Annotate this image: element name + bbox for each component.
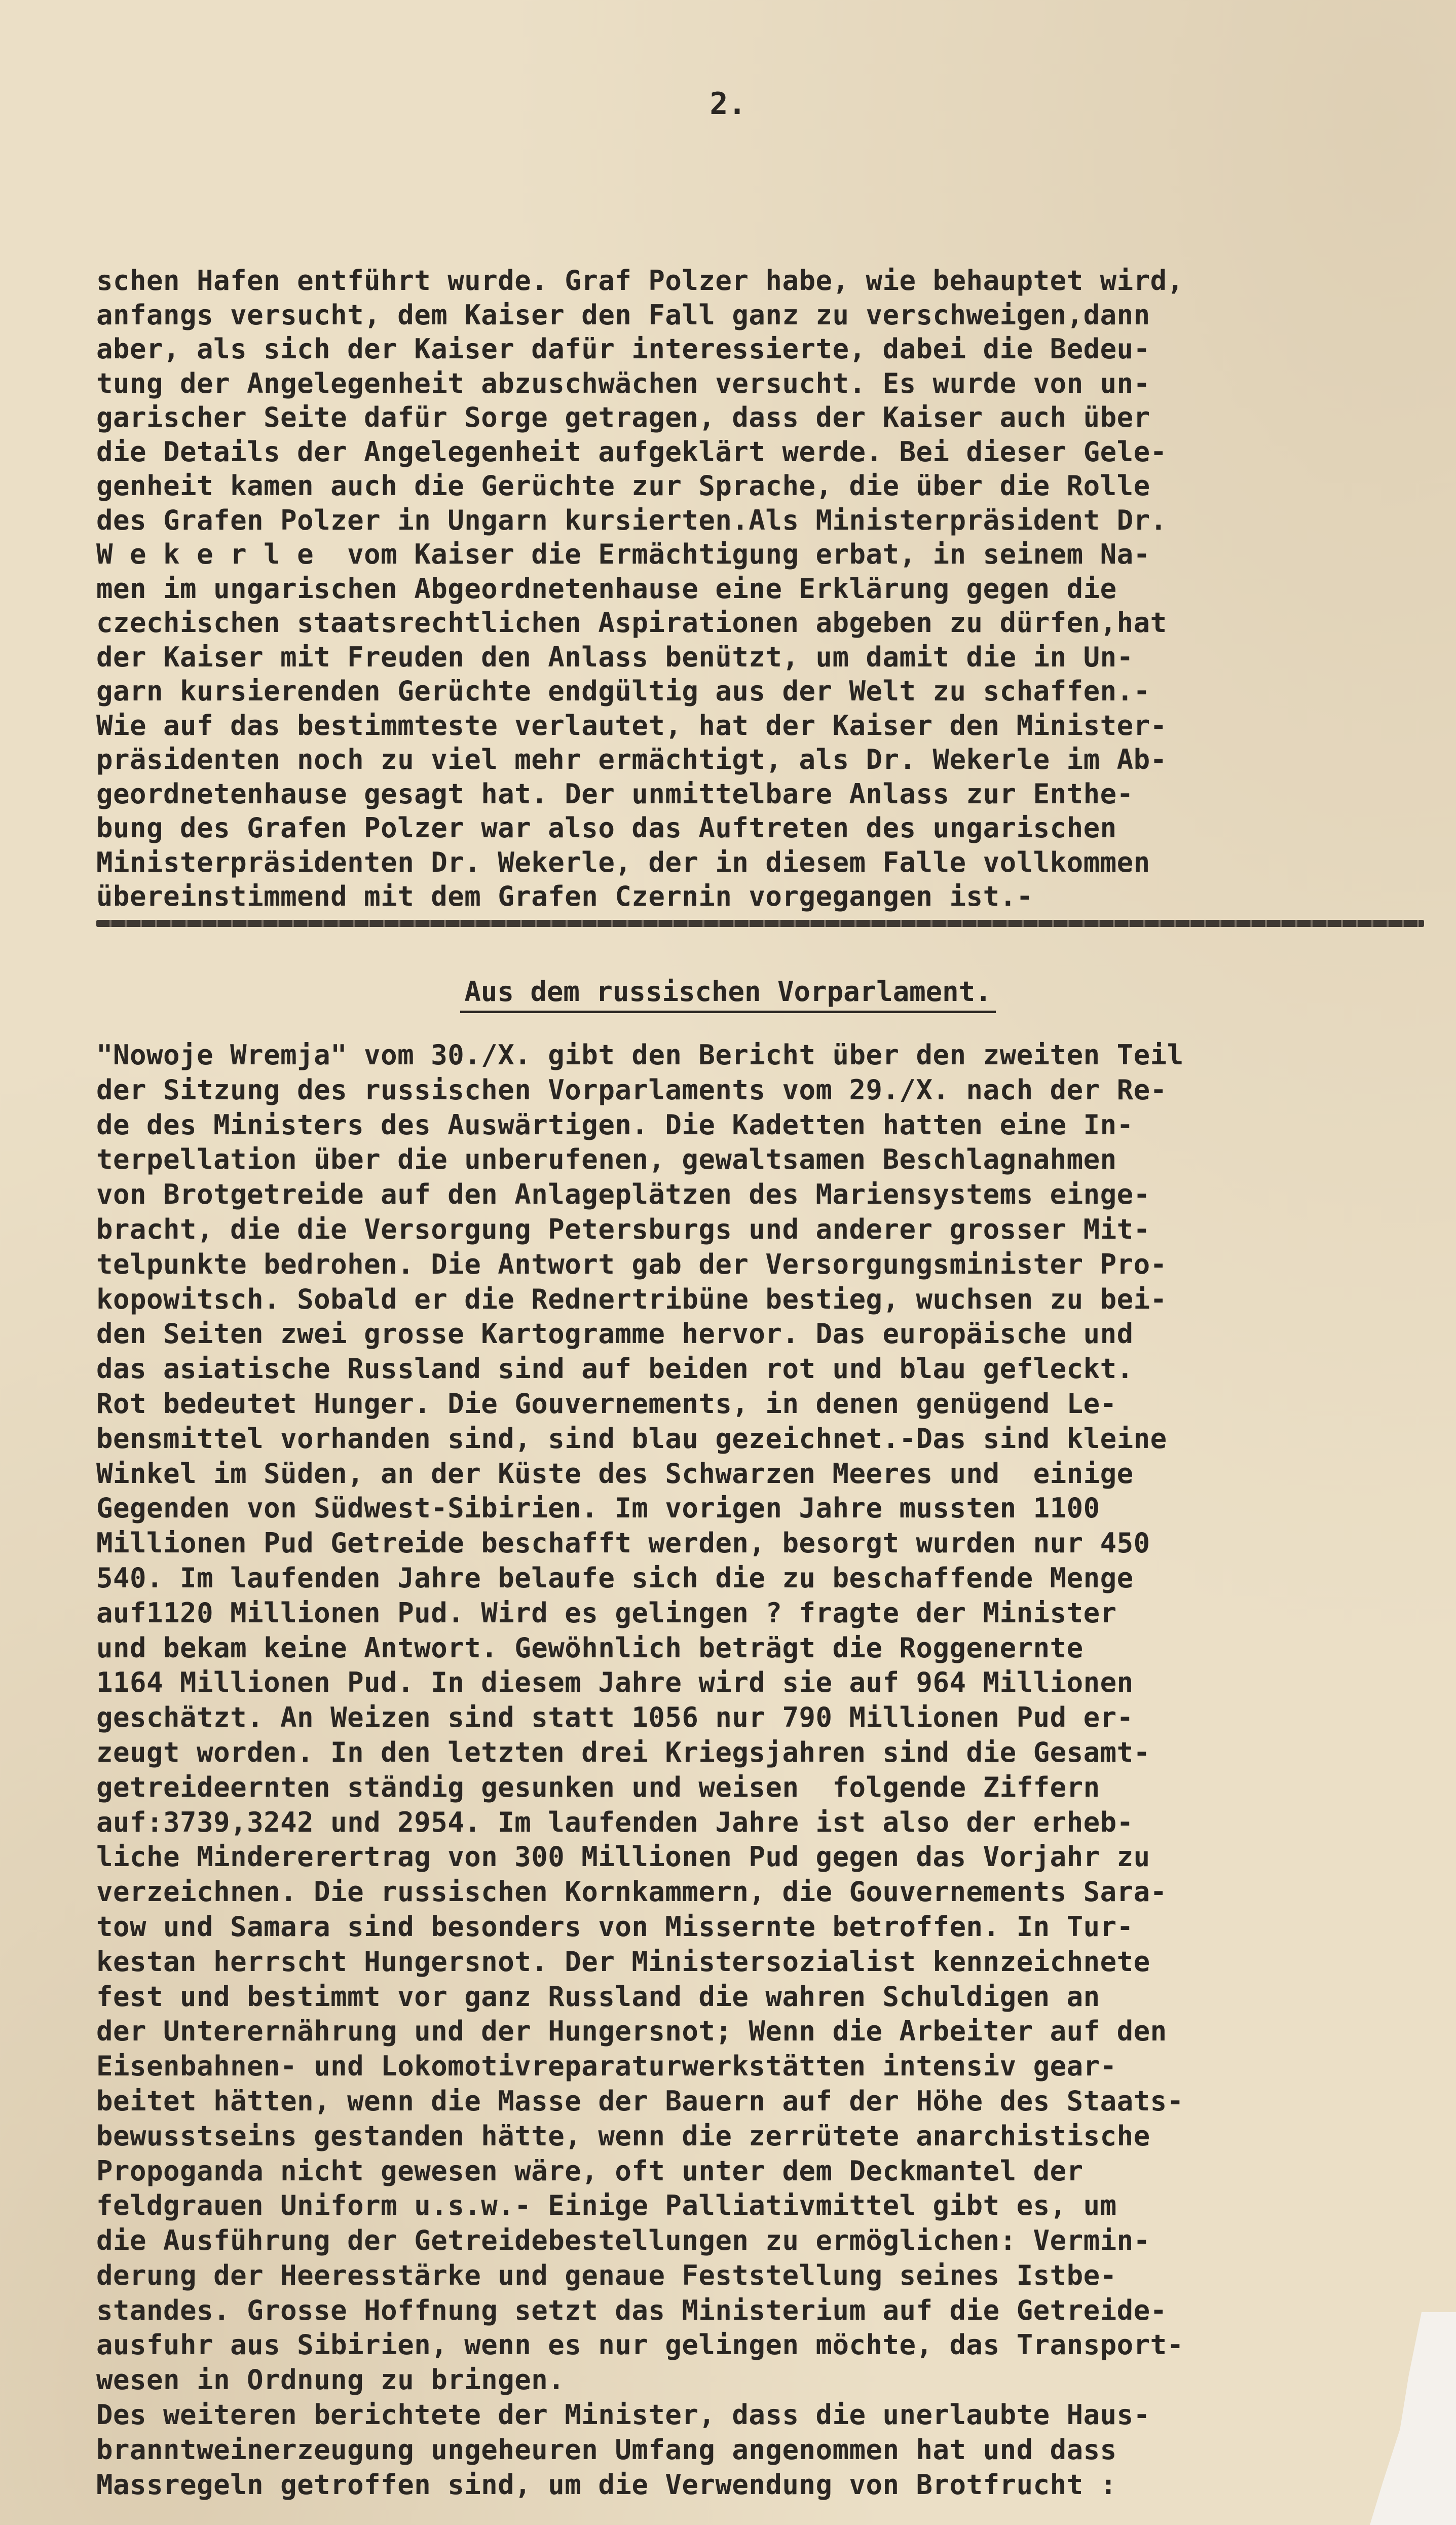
text-line: schen Hafen entführt wurde. Graf Polzer habe, wie behauptet wird, <box>96 265 1184 296</box>
text-line: garischer Seite dafür Sorge getragen, dass der Kaiser auch über <box>96 401 1150 433</box>
text-line: Rot bedeutet Hunger. Die Gouvernements, in denen genügend Le- <box>96 1387 1117 1420</box>
text-line: getreideernten ständig gesunken und weisen folgende Ziffern <box>96 1771 1100 1803</box>
text-line: verzeichnen. Die russischen Kornkammern, die Gouvernements Sara- <box>96 1876 1167 1908</box>
text-line: die Details der Angelegenheit aufgeklärt werde. Bei dieser Gele- <box>96 435 1167 468</box>
text-line: des Grafen Polzer in Ungarn kursierten.Als Ministerpräsident Dr. <box>96 504 1167 536</box>
text-line: den Seiten zwei grosse Kartogramme hervor. Das europäische und <box>96 1318 1134 1350</box>
section-heading <box>0 976 1456 1013</box>
text-line: der Unterernährung und der Hungersnot; Wenn die Arbeiter auf den <box>96 2015 1167 2048</box>
text-line: derung der Heeresstärke und genaue Feststellung seines Istbe- <box>96 2259 1117 2291</box>
text-line: Eisenbahnen- und Lokomotivreparaturwerkstätten intensiv gear- <box>96 2050 1117 2083</box>
text-line: 540. Im laufenden Jahre belaufe sich die zu beschaffende Menge <box>96 1562 1134 1594</box>
text-line: wesen in Ordnung zu bringen. <box>96 2364 565 2396</box>
section-separator <box>96 920 1424 927</box>
text-line: aber, als sich der Kaiser dafür interessierte, dabei die Bedeu- <box>96 333 1150 365</box>
text-line: Gegenden von Südwest-Sibirien. Im vorigen Jahre mussten 1100 <box>96 1492 1100 1525</box>
text-line: standes. Grosse Hoffnung setzt das Ministerium auf die Getreide- <box>96 2294 1167 2326</box>
text-line: präsidenten noch zu viel mehr ermächtigt, als Dr. Wekerle im Ab- <box>96 744 1167 775</box>
text-line: zeugt worden. In den letzten drei Kriegsjahren sind die Gesamt- <box>96 1736 1150 1768</box>
text-line: beitet hätten, wenn die Masse der Bauern auf der Höhe des Staats- <box>96 2085 1184 2117</box>
paragraph-polzer <box>96 264 1434 914</box>
text-line: und bekam keine Antwort. Gewöhnlich beträgt die Roggenernte <box>96 1631 1084 1664</box>
text-line: der Kaiser mit Freuden den Anlass benützt, um damit die in Un- <box>96 641 1134 673</box>
text-line: de des Ministers des Auswärtigen. Die Kadetten hatten eine In- <box>96 1108 1134 1141</box>
text-line: feldgrauen Uniform u.s.w.- Einige Palliativmittel gibt es, um <box>96 2189 1117 2222</box>
text-line: liche Mindererertrag von 300 Millionen Pud gegen das Vorjahr zu <box>96 1841 1150 1873</box>
text-line: auf:3739,3242 und 2954. Im laufenden Jahre ist also der erheb- <box>96 1806 1134 1838</box>
text-line: terpellation über die unberufenen, gewaltsamen Beschlagnahmen <box>96 1143 1117 1176</box>
section-heading-text: Aus dem russischen Vorparlament. <box>460 976 995 1013</box>
text-line: Ministerpräsidenten Dr. Wekerle, der in diesem Falle vollkommen <box>96 846 1150 878</box>
text-line: tow und Samara sind besonders von Missernte betroffen. In Tur- <box>96 1910 1134 1943</box>
text-line: Millionen Pud Getreide beschafft werden, besorgt wurden nur 450 <box>96 1527 1150 1559</box>
text-line: Wie auf das bestimmteste verlautet, hat der Kaiser den Minister- <box>96 709 1167 741</box>
text-line: czechischen staatsrechtlichen Aspirationen abgeben zu dürfen,hat <box>96 607 1167 639</box>
text-line: übereinstimmend mit dem Grafen Czernin vorgegangen ist.- <box>96 880 1033 912</box>
text-line: telpunkte bedrohen. Die Antwort gab der Versorgungsminister Pro- <box>96 1248 1167 1280</box>
text-line: Winkel im Süden, an der Küste des Schwarzen Meeres und einige <box>96 1457 1134 1490</box>
page-number: 2. <box>710 86 746 122</box>
text-line: Massregeln getroffen sind, um die Verwendung von Brotfrucht : <box>96 2468 1117 2501</box>
text-line: Propoganda nicht gewesen wäre, oft unter dem Deckmantel der <box>96 2155 1084 2187</box>
text-line: die Ausführung der Getreidebestellungen zu ermöglichen: Vermin- <box>96 2224 1150 2257</box>
text-line: fest und bestimmt vor ganz Russland die wahren Schuldigen an <box>96 1980 1100 2013</box>
text-line: bewusstseins gestanden hätte, wenn die zerrütete anarchistische <box>96 2120 1150 2152</box>
text-line: der Sitzung des russischen Vorparlaments vom 29./X. nach der Re- <box>96 1073 1167 1106</box>
text-line: bung des Grafen Polzer war also das Auftreten des ungarischen <box>96 812 1117 844</box>
text-line: auf1120 Millionen Pud. Wird es gelingen ? fragte der Minister <box>96 1596 1117 1629</box>
text-line: von Brotgetreide auf den Anlageplätzen des Mariensystems einge- <box>96 1178 1150 1211</box>
text-line: kopowitsch. Sobald er die Rednertribüne bestieg, wuchsen zu bei- <box>96 1283 1167 1315</box>
text-line: W e k e r l e vom Kaiser die Ermächtigung erbat, in seinem Na- <box>96 538 1150 570</box>
text-line: "Nowoje Wremja" vom 30./X. gibt den Bericht über den zweiten Teil <box>96 1039 1184 1071</box>
text-line: tung der Angelegenheit abzuschwächen versucht. Es wurde von un- <box>96 367 1150 399</box>
paragraph-vorparlament <box>96 1038 1434 2502</box>
text-line: geordnetenhause gesagt hat. Der unmittelbare Anlass zur Enthe- <box>96 777 1134 810</box>
text-line: genheit kamen auch die Gerüchte zur Sprache, die über die Rolle <box>96 470 1150 502</box>
text-line: kestan herrscht Hungersnot. Der Ministersozialist kennzeichnete <box>96 1945 1150 1978</box>
text-line: bracht, die die Versorgung Petersburgs und anderer grosser Mit- <box>96 1213 1150 1245</box>
text-line: branntweinerzeugung ungeheuren Umfang angenommen hat und dass <box>96 2433 1117 2466</box>
text-line: garn kursierenden Gerüchte endgültig aus der Welt zu schaffen.- <box>96 675 1150 707</box>
text-line: bensmittel vorhanden sind, sind blau gezeichnet.-Das sind kleine <box>96 1422 1167 1455</box>
text-line: ausfuhr aus Sibirien, wenn es nur gelingen möchte, das Transport- <box>96 2329 1184 2361</box>
text-line: geschätzt. An Weizen sind statt 1056 nur 790 Millionen Pud er- <box>96 1701 1134 1734</box>
text-line: Des weiteren berichtete der Minister, dass die unerlaubte Haus- <box>96 2399 1150 2431</box>
text-line: das asiatische Russland sind auf beiden rot und blau gefleckt. <box>96 1353 1134 1385</box>
text-line: men im ungarischen Abgeordnetenhause eine Erklärung gegen die <box>96 572 1117 605</box>
text-line: anfangs versucht, dem Kaiser den Fall ganz zu verschweigen,dann <box>96 299 1150 331</box>
text-line: 1164 Millionen Pud. In diesem Jahre wird sie auf 964 Millionen <box>96 1666 1134 1699</box>
